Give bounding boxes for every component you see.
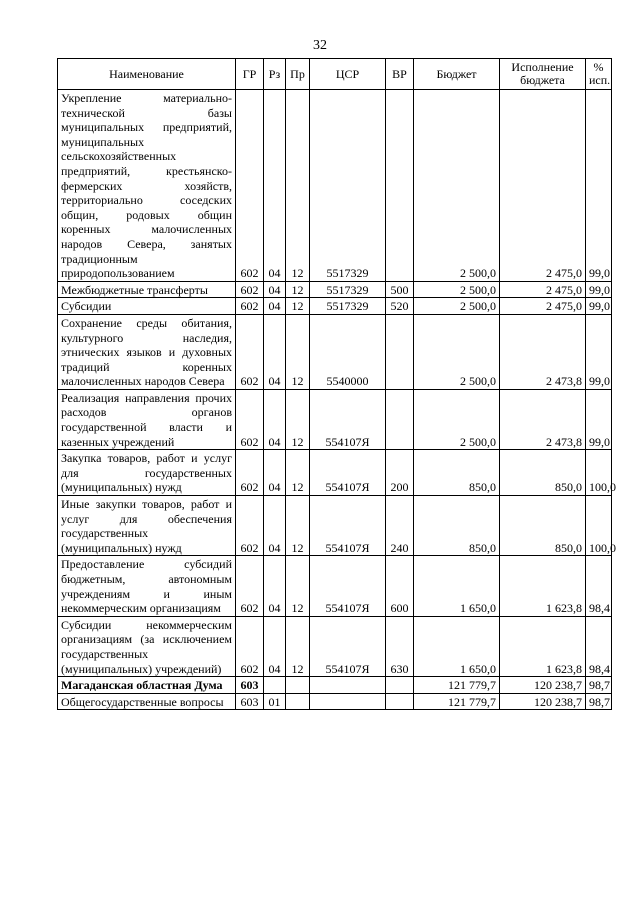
cell-csr [310, 693, 386, 710]
table-row [58, 693, 612, 710]
cell-vr [386, 90, 414, 282]
header-csr: ЦСР [310, 59, 386, 90]
page-number: 32 [313, 38, 327, 53]
table-body [58, 90, 616, 710]
cell-name: Межбюджетные трансферты [58, 281, 236, 298]
cell-execution: 1 623,8 [500, 556, 586, 616]
cell-execution: 850,0 [500, 450, 586, 496]
cell-name: Сохранение среды обитания, культурного наследия, этнических языков и духовных традиций коренных малочисленных народов Севера [58, 314, 236, 389]
cell-percent: 99,0 [586, 298, 612, 315]
cell-name: Субсидии [58, 298, 236, 315]
cell-csr: 5540000 [310, 314, 386, 389]
table-row [58, 556, 612, 616]
cell-name: Предоставление субсидий бюджетным, автономным учреждениям и иным некоммерческим организациям [58, 556, 236, 616]
cell-rz: 04 [264, 556, 286, 616]
cell-budget: 2 500,0 [414, 389, 500, 449]
cell-percent: 99,0 [586, 314, 612, 389]
cell-name: Общегосударственные вопросы [58, 693, 236, 710]
cell-pr: 12 [286, 281, 310, 298]
cell-rz: 04 [264, 314, 286, 389]
header-execution: Исполнение бюджета [500, 59, 586, 90]
table-row [58, 677, 612, 694]
cell-gr: 602 [236, 90, 264, 282]
cell-execution: 2 475,0 [500, 90, 586, 282]
cell-csr: 554107Я [310, 450, 386, 496]
cell-budget: 2 500,0 [414, 314, 500, 389]
cell-gr: 602 [236, 298, 264, 315]
cell-execution: 120 238,7 [500, 693, 586, 710]
cell-execution: 2 475,0 [500, 281, 586, 298]
cell-budget: 1 650,0 [414, 556, 500, 616]
cell-vr: 500 [386, 281, 414, 298]
cell-gr: 602 [236, 616, 264, 676]
table-row [58, 281, 612, 298]
cell-name: Реализация направления прочих расходов органов государственной власти и казенных учреждений [58, 389, 236, 449]
cell-execution: 2 473,8 [500, 389, 586, 449]
header-vr: ВР [386, 59, 414, 90]
cell-vr: 240 [386, 496, 414, 556]
cell-gr: 603 [236, 677, 264, 694]
cell-rz: 04 [264, 389, 286, 449]
cell-budget: 121 779,7 [414, 677, 500, 694]
header-name: Наименование [58, 59, 236, 90]
cell-percent: 99,0 [586, 90, 612, 282]
cell-gr: 603 [236, 693, 264, 710]
cell-vr: 200 [386, 450, 414, 496]
cell-pr: 12 [286, 496, 310, 556]
table-row [58, 314, 612, 389]
header-gr: ГР [236, 59, 264, 90]
cell-pr: 12 [286, 298, 310, 315]
header-percent: % исп. [586, 59, 612, 90]
cell-gr: 602 [236, 281, 264, 298]
table-row [58, 90, 612, 282]
cell-rz: 04 [264, 496, 286, 556]
cell-budget: 2 500,0 [414, 90, 500, 282]
cell-vr: 630 [386, 616, 414, 676]
cell-budget: 850,0 [414, 496, 500, 556]
cell-percent: 98,4 [586, 556, 612, 616]
cell-rz: 01 [264, 693, 286, 710]
cell-percent: 99,0 [586, 281, 612, 298]
cell-execution: 2 473,8 [500, 314, 586, 389]
header-rz: Рз [264, 59, 286, 90]
cell-vr [386, 314, 414, 389]
cell-vr [386, 389, 414, 449]
cell-rz [264, 677, 286, 694]
cell-percent: 98,7 [586, 677, 612, 694]
cell-rz: 04 [264, 298, 286, 315]
cell-percent: 99,0 [586, 389, 612, 449]
cell-pr: 12 [286, 556, 310, 616]
cell-budget: 121 779,7 [414, 693, 500, 710]
cell-budget: 2 500,0 [414, 281, 500, 298]
cell-budget: 2 500,0 [414, 298, 500, 315]
cell-percent: 98,7 [586, 693, 612, 710]
budget-table [57, 58, 616, 710]
cell-percent: 100,0 [586, 450, 612, 496]
cell-pr [286, 677, 310, 694]
cell-percent: 100,0 [586, 496, 612, 556]
cell-rz: 04 [264, 281, 286, 298]
cell-csr: 5517329 [310, 298, 386, 315]
cell-pr: 12 [286, 450, 310, 496]
cell-csr [310, 677, 386, 694]
cell-vr [386, 693, 414, 710]
cell-percent: 98,4 [586, 616, 612, 676]
cell-name: Закупка товаров, работ и услуг для государственных (муниципальных) нужд [58, 450, 236, 496]
cell-gr: 602 [236, 450, 264, 496]
cell-pr: 12 [286, 314, 310, 389]
cell-rz: 04 [264, 616, 286, 676]
cell-name: Укрепление материально-технической базы муниципальных предприятий, муниципальных сельскохозяйственных предприятий, крестьянско-фермерских хозяйств, территориально соседских общин, родовых общин коренных малочисленных народов Севера, занятых традиционным природопользованием [58, 90, 236, 282]
cell-gr: 602 [236, 496, 264, 556]
cell-csr: 5517329 [310, 90, 386, 282]
cell-vr: 600 [386, 556, 414, 616]
table-row [58, 616, 612, 676]
cell-pr: 12 [286, 389, 310, 449]
cell-gr: 602 [236, 556, 264, 616]
header-budget: Бюджет [414, 59, 500, 90]
cell-vr: 520 [386, 298, 414, 315]
cell-execution: 1 623,8 [500, 616, 586, 676]
cell-gr: 602 [236, 314, 264, 389]
cell-rz: 04 [264, 450, 286, 496]
cell-pr: 12 [286, 90, 310, 282]
cell-csr: 554107Я [310, 556, 386, 616]
cell-gr: 602 [236, 389, 264, 449]
cell-name: Иные закупки товаров, работ и услуг для обеспечения государственных (муниципальных) нужд [58, 496, 236, 556]
cell-rz: 04 [264, 90, 286, 282]
cell-csr: 5517329 [310, 281, 386, 298]
cell-name: Субсидии некоммерческим организациям (за исключением государственных (муниципальных) учреждений) [58, 616, 236, 676]
cell-budget: 850,0 [414, 450, 500, 496]
table-row [58, 496, 612, 556]
cell-execution: 2 475,0 [500, 298, 586, 315]
header-pr: Пр [286, 59, 310, 90]
table-row [58, 450, 612, 496]
table-row [58, 298, 612, 315]
cell-csr: 554107Я [310, 496, 386, 556]
cell-pr: 12 [286, 616, 310, 676]
cell-csr: 554107Я [310, 389, 386, 449]
cell-name: Магаданская областная Дума [58, 677, 236, 694]
cell-execution: 850,0 [500, 496, 586, 556]
table-row [58, 389, 612, 449]
cell-pr [286, 693, 310, 710]
cell-budget: 1 650,0 [414, 616, 500, 676]
cell-csr: 554107Я [310, 616, 386, 676]
cell-vr [386, 677, 414, 694]
table-header-row [58, 59, 612, 90]
cell-execution: 120 238,7 [500, 677, 586, 694]
